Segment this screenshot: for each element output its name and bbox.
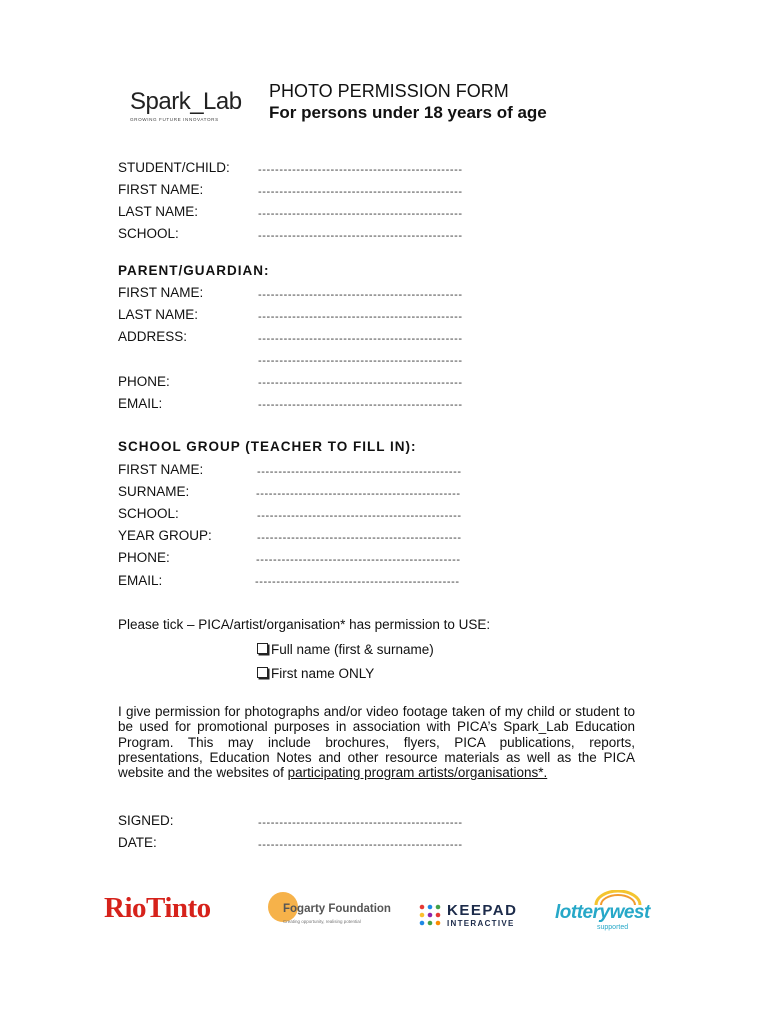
student-school-label: SCHOOL: [118,226,179,241]
lotterywest-name: lotterywest [555,902,650,923]
parent-email-label: EMAIL: [118,396,163,411]
parent-address-field-1[interactable]: ------------------------------------------------ [258,333,463,345]
keepad-logo [419,902,519,930]
first-name-checkbox[interactable] [257,667,268,678]
date-field[interactable]: ------------------------------------------------ [258,839,463,851]
student-school-field[interactable]: ------------------------------------------------ [258,230,463,242]
lotterywest-logo [553,890,648,935]
school-group-heading: SCHOOL GROUP (TEACHER TO FILL IN): [118,439,417,454]
fogarty-name: Fogarty Foundation [283,903,391,915]
parent-first-name-label: FIRST NAME: [118,285,204,300]
teacher-email-label: EMAIL: [118,573,163,588]
year-group-field[interactable]: ------------------------------------------------ [257,532,462,544]
date-label: DATE: [118,835,157,850]
teacher-first-name-field[interactable]: ------------------------------------------------ [257,466,462,478]
option-full-name[interactable] [257,642,434,657]
keepad-dots-icon [419,904,441,926]
teacher-school-field[interactable]: ------------------------------------------------ [257,510,462,522]
first-name-option-label: First name ONLY [271,666,375,681]
student-last-name-label: LAST NAME: [118,204,199,219]
parent-first-name-field[interactable]: ------------------------------------------------ [258,289,463,301]
fogarty-foundation-logo [268,892,391,932]
spark-lab-logo [130,90,242,122]
keepad-sub: INTERACTIVE [447,919,515,928]
option-first-name[interactable] [257,666,374,681]
form-title: PHOTO PERMISSION FORM [269,81,509,101]
parent-address-field-2[interactable]: ------------------------------------------------ [258,355,463,367]
permission-prompt: Please tick – PICA/artist/organisation* has permission to USE: [118,617,491,632]
teacher-surname-field[interactable]: ------------------------------------------------ [256,488,461,500]
student-last-name-field[interactable]: ------------------------------------------------ [258,208,463,220]
logo-tagline: GROWING FUTURE INNOVATORS [130,117,219,122]
logo-text: Spark_Lab [130,88,242,115]
lotterywest-sub: supported [597,924,629,931]
student-first-name-label: FIRST NAME: [118,182,204,197]
teacher-first-name-label: FIRST NAME: [118,462,204,477]
student-child-label: STUDENT/CHILD: [118,160,230,175]
teacher-surname-label: SURNAME: [118,484,190,499]
teacher-phone-label: PHONE: [118,550,170,565]
signed-field[interactable]: ------------------------------------------------ [258,817,463,829]
parent-phone-field[interactable]: ------------------------------------------------ [258,377,463,389]
signed-label: SIGNED: [118,813,174,828]
consent-body: I give permission for photographs and/or video footage taken of my child or student to be used for promotional purposes in association with PICA’s Spark_Lab Education Program. This may include brochures, flyers, PICA publications, reports, presentations, Education Notes and other resource materials as well as the PICA website and the websites of [118,704,635,781]
teacher-phone-field[interactable]: ------------------------------------------------ [256,554,461,566]
parent-email-field[interactable]: ------------------------------------------------ [258,399,463,411]
full-name-checkbox[interactable] [257,643,268,654]
parent-phone-label: PHONE: [118,374,170,389]
fogarty-tagline: Creating opportunity, realising potential [283,919,361,924]
parent-address-label: ADDRESS: [118,329,188,344]
parent-last-name-label: LAST NAME: [118,307,199,322]
keepad-name: KEEPAD [447,902,518,919]
form-subtitle: For persons under 18 years of age [269,103,547,122]
full-name-option-label: Full name (first & surname) [271,642,434,657]
student-child-field[interactable]: ------------------------------------------------ [258,164,463,176]
teacher-email-field[interactable]: ------------------------------------------------ [255,576,460,588]
parent-guardian-heading: PARENT/GUARDIAN: [118,263,270,278]
year-group-label: YEAR GROUP: [118,528,212,543]
student-first-name-field[interactable]: ------------------------------------------------ [258,186,463,198]
consent-underlined: participating program artists/organisations*. [287,765,548,781]
rio-tinto-logo: RioTinto [104,892,211,924]
consent-paragraph [118,704,635,780]
teacher-school-label: SCHOOL: [118,506,179,521]
parent-last-name-field[interactable]: ------------------------------------------------ [258,311,463,323]
